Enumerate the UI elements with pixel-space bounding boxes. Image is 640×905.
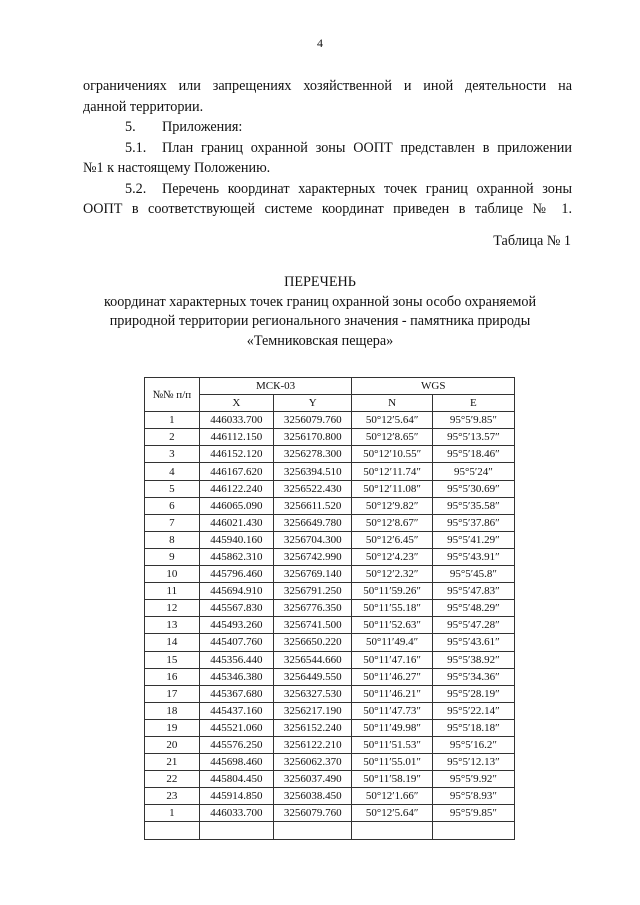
cell-e: 95°5′45.8″ (432, 566, 514, 583)
table-row (145, 651, 515, 668)
cell-n: 50°12′1.66″ (352, 788, 432, 805)
cell-e (432, 822, 514, 839)
table-row (145, 736, 515, 753)
section-5-1 (83, 138, 572, 159)
cell-n: 50°12′9.82″ (352, 497, 432, 514)
paragraph-line: ООПТ в соответствующей системе координат приведен в таблице № 1. (83, 201, 572, 217)
cell-x: 446033.700 (199, 412, 273, 429)
cell-number (145, 822, 200, 839)
cell-n: 50°12′5.64″ (352, 805, 432, 822)
table-row (145, 702, 515, 719)
section-number: 5.1. (125, 139, 147, 156)
header-n: N (352, 395, 432, 412)
cell-y: 3256079.760 (274, 412, 352, 429)
cell-x: 445804.450 (199, 771, 273, 788)
cell-n: 50°12′2.32″ (352, 566, 432, 583)
cell-x: 445493.260 (199, 617, 273, 634)
cell-n: 50°11′46.27″ (352, 668, 432, 685)
cell-n: 50°12′8.67″ (352, 514, 432, 531)
table-row (145, 822, 515, 839)
heading-line: координат характерных точек границ охранной зоны особо охраняемой (103, 293, 537, 310)
header-e: E (432, 395, 514, 412)
header-number: №№ п/п (145, 378, 200, 412)
table-row (145, 634, 515, 651)
cell-x: 445437.160 (199, 702, 273, 719)
cell-number: 16 (145, 668, 200, 685)
cell-e: 95°5′12.13″ (432, 754, 514, 771)
section-text: Перечень координат характерных точек границ охранной зоны (162, 180, 572, 197)
cell-e: 95°5′41.29″ (432, 531, 514, 548)
cell-e: 95°5′35.58″ (432, 497, 514, 514)
table-row (145, 531, 515, 548)
cell-e: 95°5′47.28″ (432, 617, 514, 634)
cell-x: 446033.700 (199, 805, 273, 822)
cell-number: 22 (145, 771, 200, 788)
cell-e: 95°5′16.2″ (432, 736, 514, 753)
cell-n: 50°12′11.74″ (352, 463, 432, 480)
table-row (145, 446, 515, 463)
cell-x: 445367.680 (199, 685, 273, 702)
cell-e: 95°5′43.61″ (432, 634, 514, 651)
paragraph-line: ограничениях или запрещениях хозяйственной и иной деятельности на (83, 78, 572, 94)
cell-number: 19 (145, 719, 200, 736)
cell-y: 3256122.210 (274, 736, 352, 753)
cell-y: 3256769.140 (274, 566, 352, 583)
table-row (145, 412, 515, 429)
heading-title: ПЕРЕЧЕНЬ (284, 274, 356, 290)
cell-x: 446122.240 (199, 480, 273, 497)
table-row (145, 566, 515, 583)
cell-number: 5 (145, 480, 200, 497)
table-row (145, 668, 515, 685)
cell-n: 50°11′49.98″ (352, 719, 432, 736)
cell-number: 18 (145, 702, 200, 719)
cell-x: 445521.060 (199, 719, 273, 736)
cell-x: 445407.760 (199, 634, 273, 651)
cell-n: 50°11′46.21″ (352, 685, 432, 702)
cell-n: 50°11′47.16″ (352, 651, 432, 668)
cell-x: 445694.910 (199, 583, 273, 600)
cell-e: 95°5′48.29″ (432, 600, 514, 617)
cell-y: 3256704.300 (274, 531, 352, 548)
table-body (145, 412, 515, 839)
cell-n: 50°11′47.73″ (352, 702, 432, 719)
cell-x (199, 822, 273, 839)
table-row (145, 583, 515, 600)
cell-y: 3256522.430 (274, 480, 352, 497)
cell-y: 3256152.240 (274, 719, 352, 736)
table-row (145, 480, 515, 497)
cell-n: 50°12′8.65″ (352, 429, 432, 446)
section-text: План границ охранной зоны ООПТ представлен в приложении (162, 139, 572, 156)
body-text (83, 76, 572, 220)
cell-y: 3256394.510 (274, 463, 352, 480)
table-row (145, 754, 515, 771)
section-number: 5. (125, 119, 136, 135)
section-5-2 (83, 179, 572, 200)
cell-e: 95°5′9.85″ (432, 412, 514, 429)
cell-n: 50°12′6.45″ (352, 531, 432, 548)
cell-e: 95°5′22.14″ (432, 702, 514, 719)
cell-x: 446065.090 (199, 497, 273, 514)
heading-line: природной территории регионального значения - памятника природы (109, 313, 531, 329)
cell-e: 95°5′18.46″ (432, 446, 514, 463)
cell-y: 3256649.780 (274, 514, 352, 531)
cell-y: 3256776.350 (274, 600, 352, 617)
cell-y: 3256079.760 (274, 805, 352, 822)
cell-y: 3256449.550 (274, 668, 352, 685)
cell-n: 50°12′4.23″ (352, 548, 432, 565)
table-heading (0, 273, 640, 351)
cell-y: 3256741.500 (274, 617, 352, 634)
cell-e: 95°5′38.92″ (432, 651, 514, 668)
cell-x: 445940.160 (199, 531, 273, 548)
cell-x: 446021.430 (199, 514, 273, 531)
cell-x: 445346.380 (199, 668, 273, 685)
cell-number: 9 (145, 548, 200, 565)
cell-n: 50°12′10.55″ (352, 446, 432, 463)
cell-y: 3256062.370 (274, 754, 352, 771)
cell-e: 95°5′34.36″ (432, 668, 514, 685)
cell-number: 13 (145, 617, 200, 634)
paragraph-line: данной территории. (83, 98, 204, 115)
header-x: X (199, 395, 273, 412)
table-row (145, 617, 515, 634)
section-number: 5.2. (125, 180, 147, 197)
cell-n: 50°11′51.53″ (352, 736, 432, 753)
coordinates-table (144, 377, 515, 840)
table-row (145, 548, 515, 565)
cell-e: 95°5′37.86″ (432, 514, 514, 531)
cell-e: 95°5′8.93″ (432, 788, 514, 805)
page-number: 4 (317, 36, 323, 50)
cell-number: 6 (145, 497, 200, 514)
cell-y: 3256037.490 (274, 771, 352, 788)
table-row (145, 429, 515, 446)
table-row (145, 497, 515, 514)
table-row (145, 514, 515, 531)
cell-e: 95°5′9.85″ (432, 805, 514, 822)
cell-n (352, 822, 432, 839)
cell-n: 50°11′55.18″ (352, 600, 432, 617)
cell-number: 17 (145, 685, 200, 702)
header-wgs: WGS (352, 378, 515, 395)
cell-number: 4 (145, 463, 200, 480)
cell-y: 3256742.990 (274, 548, 352, 565)
cell-number: 2 (145, 429, 200, 446)
cell-e: 95°5′24″ (432, 463, 514, 480)
cell-y: 3256611.520 (274, 497, 352, 514)
table-row (145, 463, 515, 480)
cell-number: 1 (145, 805, 200, 822)
cell-number: 10 (145, 566, 200, 583)
cell-number: 8 (145, 531, 200, 548)
cell-n: 50°11′49.4″ (352, 634, 432, 651)
cell-x: 445567.830 (199, 600, 273, 617)
header-y: Y (274, 395, 352, 412)
cell-number: 3 (145, 446, 200, 463)
table-label: Таблица № 1 (493, 233, 571, 249)
cell-x: 445356.440 (199, 651, 273, 668)
paragraph-line: №1 к настоящему Положению. (83, 160, 271, 176)
cell-x: 446152.120 (199, 446, 273, 463)
cell-y: 3256278.300 (274, 446, 352, 463)
cell-n: 50°11′58.19″ (352, 771, 432, 788)
cell-n: 50°11′52.63″ (352, 617, 432, 634)
cell-y: 3256038.450 (274, 788, 352, 805)
table-subheader-row (145, 395, 515, 412)
cell-number: 20 (145, 736, 200, 753)
cell-number: 23 (145, 788, 200, 805)
cell-e: 95°5′9.92″ (432, 771, 514, 788)
cell-number: 7 (145, 514, 200, 531)
header-msk: МСК-03 (199, 378, 352, 395)
cell-n: 50°11′55.01″ (352, 754, 432, 771)
cell-number: 12 (145, 600, 200, 617)
cell-e: 95°5′28.19″ (432, 685, 514, 702)
cell-y: 3256327.530 (274, 685, 352, 702)
cell-number: 15 (145, 651, 200, 668)
cell-x: 445796.460 (199, 566, 273, 583)
table-header-row (145, 378, 515, 395)
cell-n: 50°12′5.64″ (352, 412, 432, 429)
table-row (145, 600, 515, 617)
table-row (145, 719, 515, 736)
section-5 (83, 117, 572, 138)
cell-x: 445862.310 (199, 548, 273, 565)
cell-x: 445914.850 (199, 788, 273, 805)
cell-y: 3256650.220 (274, 634, 352, 651)
cell-e: 95°5′30.69″ (432, 480, 514, 497)
cell-y (274, 822, 352, 839)
cell-x: 445576.250 (199, 736, 273, 753)
table-row (145, 685, 515, 702)
section-title: Приложения: (162, 119, 243, 135)
cell-e: 95°5′18.18″ (432, 719, 514, 736)
cell-x: 446112.150 (199, 429, 273, 446)
cell-e: 95°5′43.91″ (432, 548, 514, 565)
cell-e: 95°5′47.83″ (432, 583, 514, 600)
cell-e: 95°5′13.57″ (432, 429, 514, 446)
heading-line: «Темниковская пещера» (246, 332, 394, 349)
cell-n: 50°11′59.26″ (352, 583, 432, 600)
cell-n: 50°12′11.08″ (352, 480, 432, 497)
cell-number: 1 (145, 412, 200, 429)
cell-y: 3256170.800 (274, 429, 352, 446)
cell-y: 3256544.660 (274, 651, 352, 668)
table-row (145, 771, 515, 788)
cell-number: 21 (145, 754, 200, 771)
cell-number: 11 (145, 583, 200, 600)
table-row (145, 805, 515, 822)
cell-y: 3256217.190 (274, 702, 352, 719)
cell-y: 3256791.250 (274, 583, 352, 600)
table-row (145, 788, 515, 805)
cell-x: 445698.460 (199, 754, 273, 771)
cell-number: 14 (145, 634, 200, 651)
cell-x: 446167.620 (199, 463, 273, 480)
